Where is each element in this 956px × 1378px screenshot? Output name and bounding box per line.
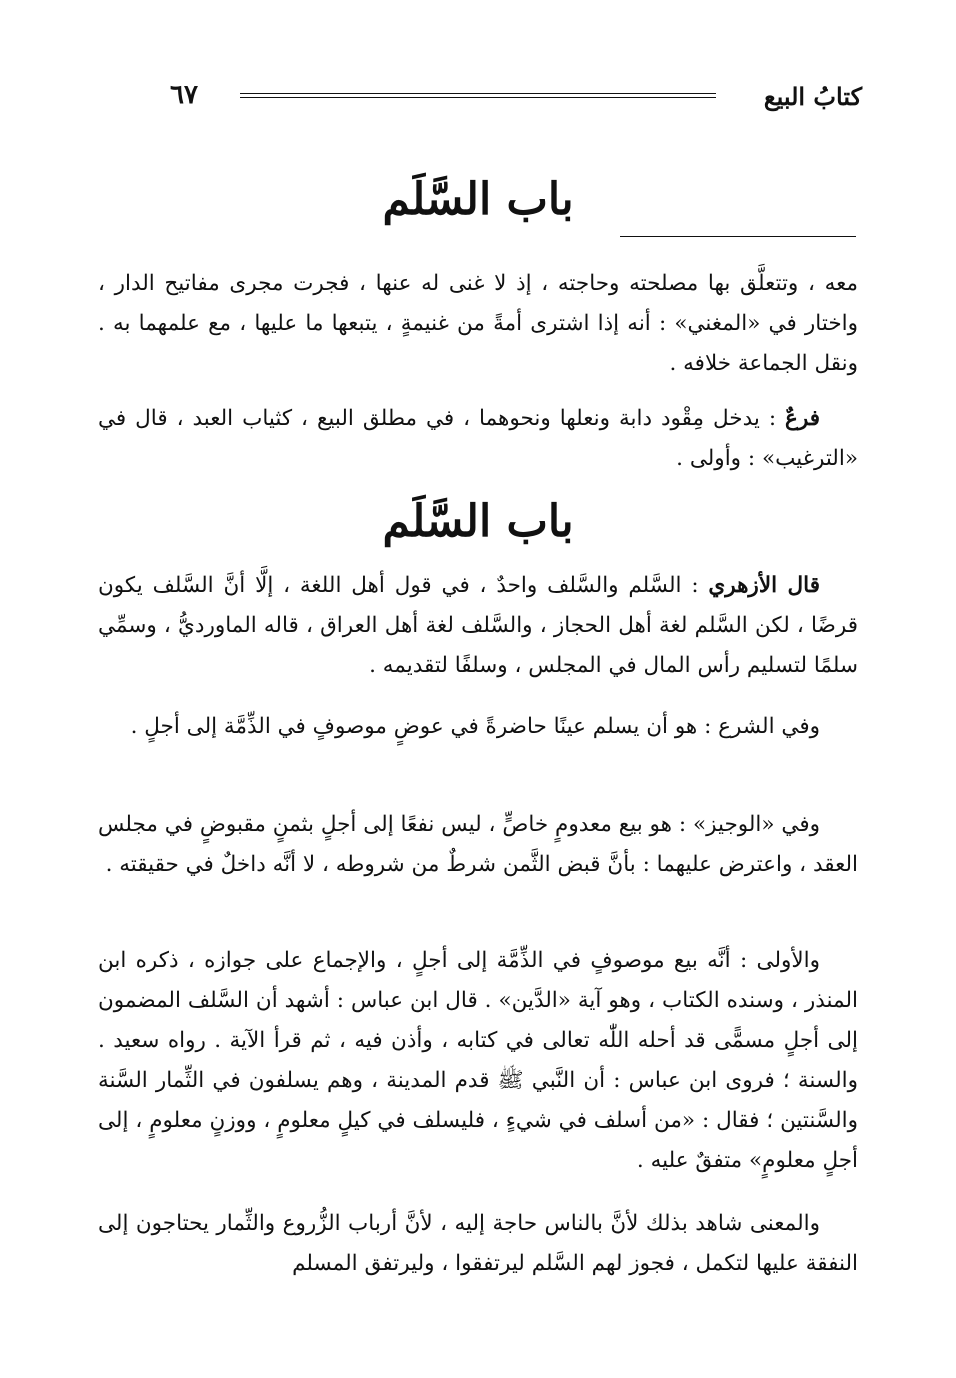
paragraph-text: معه ، وتتعلَّق بها مصلحته وحاجته ، إذ لا غنى له عنها ، فجرت مجرى مفاتيح الدار ، واختار في «المغني» : أنه إذا اشترى أمةً من غنيمةٍ ، يتبعها ما عليها ، مع علمهما به . ونقل الجماعة خلافه . <box>98 271 858 376</box>
section-divider <box>620 236 856 237</box>
paragraph <box>98 805 858 885</box>
chapter-title: باب السَّلَم <box>382 496 574 547</box>
paragraph-text: وفي «الوجيز» : هو بيع معدومٍ خاصٍّ ، ليس نفعًا إلى أجلٍ بثمنٍ مقبوضٍ في مجلس العقد ، واعترض عليهما : بأنَّ قبض الثَّمن شرطٌ من شروطه ، لا أنَّه داخلٌ في حقيقته . <box>98 812 858 877</box>
paragraph <box>98 399 858 479</box>
running-header <box>160 72 876 112</box>
paragraph-text: : يدخل مِقْود دابة ونعلها ونحوهما ، في مطلق البيع ، كثياب العبد ، قال في «الترغيب» : وأولى . <box>98 406 858 471</box>
paragraph-lead: فرعٌ <box>785 406 820 431</box>
paragraph <box>98 264 858 384</box>
paragraph-text: والأولى : أنَّه بيع موصوفٍ في الذِّمَّة إلى أجلٍ ، والإجماع على جوازه ، ذكره ابن المنذر ، وسنده الكتاب ، وهو آية «الدَّين» . قال ابن عباس : أشهد أن السَّلف المضمون إلى أجلٍ مسمًّى قد أحله اللّٰه تعالى في كتابه ، وأذن فيه ، ثم قرأ الآية . رواه سعيد . والسنة ؛ فروى ابن عباس : أن النَّبي ﷺ قدم المدينة ، وهم يسلفون في الثِّمار السَّنة والسَّنتين ؛ فقال : «من أسلف في شيءٍ ، فليسلف في كيلٍ معلومٍ ، ووزنٍ معلومٍ ، إلى أجلٍ معلومٍ» متفقٌ عليه . <box>98 948 858 1173</box>
paragraph <box>98 707 858 747</box>
page-number: ٦٧ <box>170 80 198 110</box>
book-title: كتابُ البيع <box>763 82 862 111</box>
paragraph-text: : السَّلم والسَّلف واحدٌ ، في قول أهل اللغة ، إلَّا أنَّ السَّلف يكون قرضًا ، لكن السَّلم لغة أهل الحجاز ، والسَّلف لغة أهل العراق ، قاله الماورديُّ ، وسمِّي سلمًا لتسليم رأس المال في المجلس ، وسلفًا لتقديمه . <box>98 573 858 678</box>
header-rule <box>240 93 716 98</box>
paragraph <box>98 566 858 686</box>
paragraph <box>98 941 858 1181</box>
chapter-title: باب السَّلَم <box>382 174 574 225</box>
paragraph <box>98 1204 858 1284</box>
paragraph-text: والمعنى شاهد بذلك لأنَّ بالناس حاجة إليه ، لأنَّ أرباب الزُّروع والثِّمار يحتاجون إلى النفقة عليها لتكمل ، فجوز لهم السَّلم ليرتفقوا ، وليرتفق المسلم <box>98 1211 858 1276</box>
paragraph-text: وفي الشرع : هو أن يسلم عينًا حاضرةً في عوضٍ موصوفٍ في الذِّمَّة إلى أجلٍ . <box>130 714 820 739</box>
paragraph-lead: قال الأزهري <box>708 573 820 598</box>
